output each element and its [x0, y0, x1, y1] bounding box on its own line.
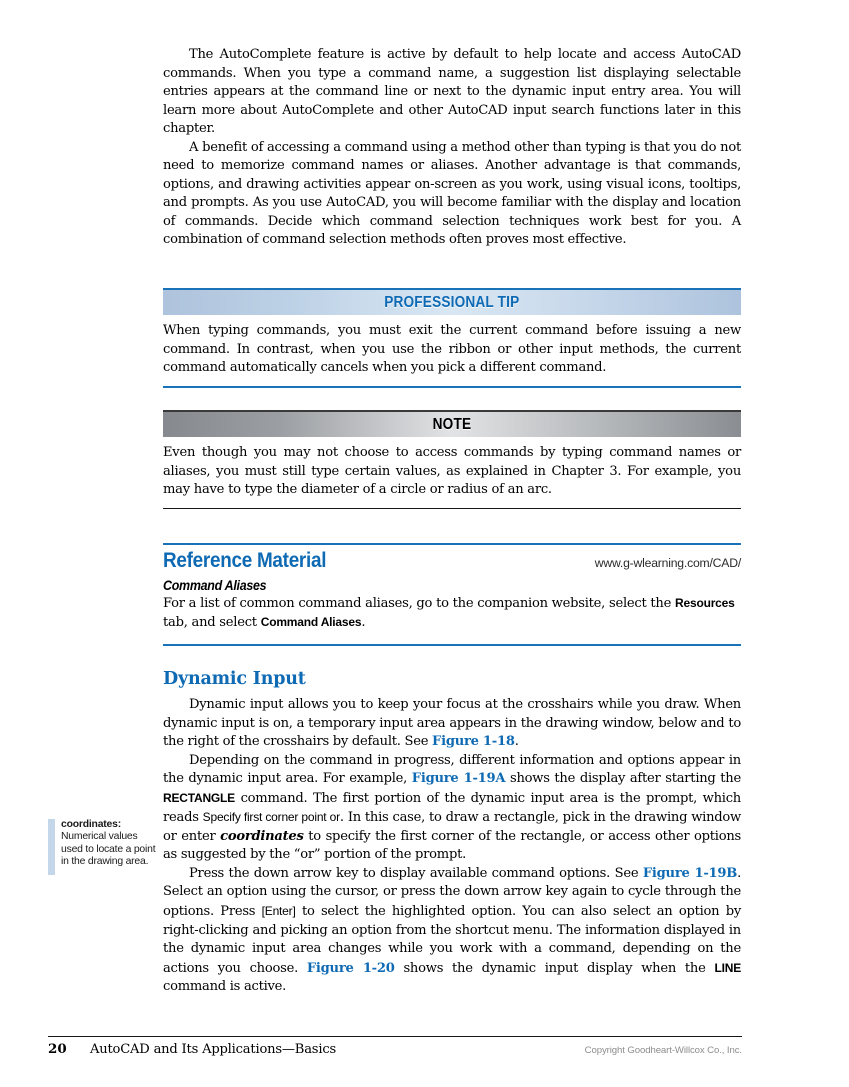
- margin-note-text: [61, 819, 160, 875]
- di-p2-e: to specify the first corner of the rectangle, or access other options as suggested by the “or” portion of the prompt.: [163, 828, 741, 863]
- margin-note-accent-bar: [48, 819, 55, 875]
- reference-material-subheading: Command Aliases: [163, 578, 267, 593]
- di-p1-a: Dynamic input allows you to keep your focus at the crosshairs while you draw. When dynamic input is on, a temporary input area appears in the drawing window, below and to the right of the crosshairs by default. See: [163, 697, 741, 750]
- professional-tip-banner: [163, 288, 741, 315]
- di-p2-c: command. The first portion of the dynamic input area is the prompt, which reads: [163, 790, 741, 826]
- margin-note-definition: Numerical values used to locate a point in the drawing area.: [61, 831, 156, 867]
- paragraph-dynamic-input-3: [163, 865, 741, 997]
- note-body: [163, 437, 741, 500]
- command-name-rectangle: RECTANGLE: [163, 790, 235, 805]
- di-p3-a: Press the down arrow key to display available command options. See: [189, 865, 643, 881]
- copyright-notice: Copyright Goodheart-Willcox Co., Inc.: [584, 1045, 742, 1056]
- glossary-term-coordinates: coordinates: [220, 828, 304, 844]
- prompt-text-specify-first-corner: Specify first corner point or: [202, 810, 340, 825]
- ref-text-1: For a list of common command aliases, go to the companion website, select the: [163, 596, 676, 611]
- di-p3-d: shows the dynamic input display when the: [394, 960, 715, 976]
- di-p1-b: .: [514, 734, 519, 750]
- footer-rule: [48, 1036, 742, 1037]
- professional-tip-box: [163, 288, 741, 388]
- margin-glossary-note: [48, 819, 160, 875]
- di-p2-d: . In this case, to draw a rectangle, pick in the drawing window or enter: [163, 810, 741, 844]
- reference-material-url[interactable]: www.g-wlearning.com/CAD/: [594, 556, 741, 570]
- ref-text-2: tab, and select: [163, 615, 261, 631]
- figure-ref-1-18[interactable]: Figure 1-18: [432, 734, 515, 750]
- professional-tip-text: When typing commands, you must exit the current command before issuing a new command. In contrast, when you use the ribbon or other input methods, the current command automatically cancels when you pick a different command.: [163, 323, 741, 376]
- professional-tip-body: [163, 315, 741, 378]
- command-name-line: LINE: [714, 960, 742, 975]
- paragraph-autocomplete: The AutoComplete feature is active by default to help locate and access AutoCAD commands. When you type a command name, a suggestion list displaying selectable entries appears at the command line or next to the dynamic input entry area. You will learn more about AutoComplete and other AutoCAD input search functions later in this chapter.: [163, 47, 741, 137]
- di-p3-b: . Select an option using the cursor, or press the down arrow key again to cycle through the options. Press: [163, 865, 741, 920]
- reference-material-top-rule: [163, 543, 741, 545]
- figure-ref-1-19b[interactable]: Figure 1-19B: [642, 865, 738, 881]
- paragraph-benefit: A benefit of accessing a command using a method other than typing is that you do not need to memorize command names or aliases. Another advantage is that commands, options, and drawing activities appear on-screen as you work, using visual icons, tooltips, and prompts. As you use AutoCAD, you will become familiar with the display and location of commands. Decide which command selection techniques work best for you. A combination of command selection methods often proves most effective.: [163, 139, 741, 248]
- paragraph-dynamic-input-2: [163, 752, 741, 865]
- di-p3-e: command is active.: [163, 979, 287, 995]
- figure-ref-1-19a[interactable]: Figure 1-19A: [411, 771, 506, 787]
- reference-material-box: [163, 543, 741, 646]
- di-p2-b: shows the display after starting the: [505, 771, 741, 787]
- reference-material-bottom-rule: [163, 644, 741, 646]
- ref-bold-command-aliases: Command Aliases: [260, 615, 362, 630]
- dynamic-input-section: [163, 669, 741, 997]
- professional-tip-bottom-rule: [163, 386, 741, 388]
- note-text: Even though you may not choose to access commands by typing command names or aliases, you must still type certain values, as explained in Chapter 3. For example, you may have to type the diameter of a circle or radius of an arc.: [163, 445, 741, 498]
- page-number: 20: [48, 1041, 67, 1057]
- page-footer: [48, 1036, 742, 1063]
- dynamic-input-heading: Dynamic Input: [163, 669, 306, 689]
- main-text-column: [163, 46, 741, 250]
- margin-note-term: coordinates:: [61, 819, 121, 830]
- note-box: [163, 410, 741, 509]
- key-label-enter: [Enter]: [261, 904, 296, 919]
- di-p2-a: Depending on the command in progress, different information and options appear in the dynamic input area. For example,: [163, 752, 741, 787]
- reference-material-text: [163, 594, 741, 633]
- figure-ref-1-20[interactable]: Figure 1-20: [306, 960, 395, 976]
- reference-material-header: [163, 549, 741, 577]
- paragraph-dynamic-input-1: [163, 696, 741, 752]
- ref-text-3: .: [361, 615, 366, 631]
- running-title: AutoCAD and Its Applications—Basics: [90, 1042, 336, 1057]
- di-p3-c: to select the highlighted option. You can also select an option by right-clicking and picking an option from the shortcut menu. The information displayed in the dynamic input area changes while you work with a command, depending on the actions you choose.: [163, 904, 741, 976]
- reference-material-title: Reference Material: [163, 549, 327, 572]
- note-label: NOTE: [432, 415, 472, 433]
- ref-bold-resources: Resources: [675, 596, 735, 610]
- professional-tip-label: PROFESSIONAL TIP: [384, 293, 520, 311]
- note-banner: [163, 410, 741, 437]
- note-bottom-rule: [163, 508, 741, 509]
